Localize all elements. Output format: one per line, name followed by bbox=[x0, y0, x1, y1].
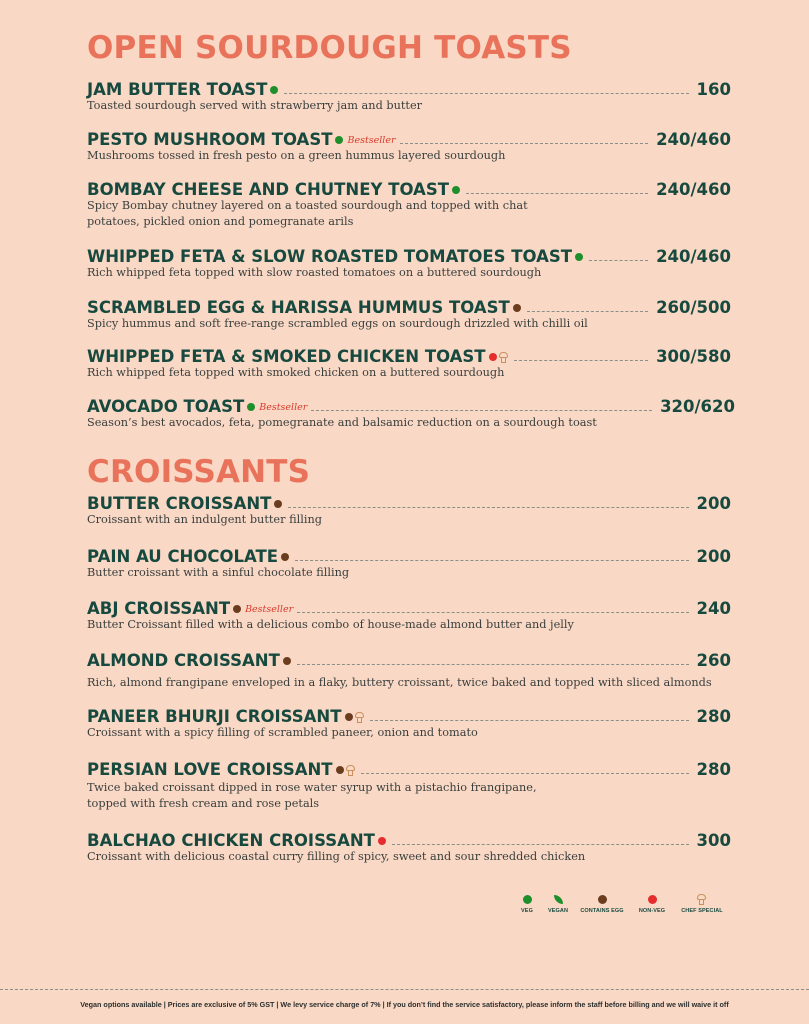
section-title-toasts: OPEN SOURDOUGH TOASTS bbox=[87, 30, 572, 66]
contains-egg-icon bbox=[336, 766, 344, 774]
dotted-leader bbox=[297, 664, 689, 665]
diet-markers bbox=[513, 304, 523, 312]
menu-item-price: 200 bbox=[696, 494, 731, 513]
chef-special-icon bbox=[346, 765, 355, 776]
menu-item-header bbox=[87, 547, 731, 567]
menu-item-header bbox=[87, 247, 731, 267]
menu-item-header bbox=[87, 80, 731, 100]
legend-label: NON-VEG bbox=[638, 908, 666, 914]
menu-item-description: Croissant with a spicy filling of scrambled paneer, onion and tomato bbox=[87, 726, 478, 739]
menu-item-name: ALMOND CROISSANT bbox=[87, 651, 280, 670]
diet-markers bbox=[575, 253, 585, 261]
non-veg-icon bbox=[378, 837, 386, 845]
legend-label: VEG bbox=[521, 908, 533, 914]
menu-item bbox=[87, 707, 731, 741]
chef-special-icon bbox=[499, 352, 508, 363]
veg-icon bbox=[335, 136, 343, 144]
diet-markers bbox=[378, 837, 388, 845]
veg-icon bbox=[452, 186, 460, 194]
menu-item-header bbox=[87, 298, 731, 318]
menu-item-price: 320/620 bbox=[660, 397, 735, 416]
menu-item bbox=[87, 599, 731, 633]
menu-item-name: WHIPPED FETA & SLOW ROASTED TOMATOES TOAST bbox=[87, 247, 573, 266]
diet-markers bbox=[336, 765, 357, 776]
bestseller-tag: Bestseller bbox=[259, 401, 308, 413]
menu-item-description: Twice baked croissant dipped in rose water syrup with a pistachio frangipane, topped with fresh cream and rose petals bbox=[87, 781, 537, 810]
menu-item-description: Spicy Bombay chutney layered on a toasted sourdough and topped with chat potatoes, pickled onion and pomegranate arils bbox=[87, 199, 528, 228]
diet-markers bbox=[489, 352, 510, 363]
menu-item-header bbox=[87, 180, 731, 200]
menu-item-description: Butter croissant with a sinful chocolate filling bbox=[87, 566, 350, 579]
menu-item-price: 280 bbox=[696, 760, 731, 779]
menu-item-header bbox=[87, 707, 731, 727]
menu-item-header bbox=[87, 651, 731, 671]
dotted-leader bbox=[400, 143, 649, 144]
dotted-leader bbox=[311, 410, 652, 411]
contains-egg-icon bbox=[513, 304, 521, 312]
menu-item-price: 300 bbox=[696, 831, 731, 850]
menu-item bbox=[87, 80, 731, 114]
menu-item bbox=[87, 494, 731, 528]
footer-note: Vegan options available | Prices are exclusive of 5% GST | We levy service charge of 7% | If you don’t find the service satisfactory, please inform the staff before billing and we will waive it off bbox=[80, 1000, 729, 1009]
menu-item-description: Rich whipped feta topped with slow roasted tomatoes on a buttered sourdough bbox=[87, 266, 542, 279]
veg-icon bbox=[247, 403, 255, 411]
menu-item-name: SCRAMBLED EGG & HARISSA HUMMUS TOAST bbox=[87, 298, 510, 317]
menu-item-description: Croissant with delicious coastal curry filling of spicy, sweet and sour shredded chicken bbox=[87, 850, 586, 863]
chef-special-icon bbox=[697, 894, 706, 905]
menu-item-price: 240/460 bbox=[656, 130, 731, 149]
menu-item-name: ABJ CROISSANT bbox=[87, 599, 231, 618]
contains-egg-icon bbox=[283, 657, 291, 665]
dotted-leader bbox=[514, 360, 649, 361]
diet-markers bbox=[345, 712, 366, 723]
menu-item-price: 160 bbox=[696, 80, 731, 99]
menu-item-price: 260 bbox=[696, 651, 731, 670]
contains-egg-icon bbox=[274, 500, 282, 508]
menu-item-name: PANEER BHURJI CROISSANT bbox=[87, 707, 342, 726]
diet-markers bbox=[281, 553, 291, 561]
dotted-leader bbox=[527, 311, 648, 312]
dotted-leader bbox=[297, 612, 688, 613]
menu-item-name: JAM BUTTER TOAST bbox=[87, 80, 268, 99]
menu-item-name: BALCHAO CHICKEN CROISSANT bbox=[87, 831, 375, 850]
menu-item-name: BUTTER CROISSANT bbox=[87, 494, 272, 513]
dotted-leader bbox=[284, 93, 688, 94]
menu-item-description: Mushrooms tossed in fresh pesto on a green hummus layered sourdough bbox=[87, 149, 506, 162]
menu-item bbox=[87, 760, 731, 812]
diet-markers bbox=[270, 86, 280, 94]
menu-item-description: Butter Croissant filled with a delicious combo of house-made almond butter and jelly bbox=[87, 618, 574, 631]
footer-divider bbox=[0, 989, 809, 990]
menu-item-name: PERSIAN LOVE CROISSANT bbox=[87, 760, 333, 779]
chef-special-icon bbox=[355, 712, 364, 723]
bestseller-tag: Bestseller bbox=[245, 603, 294, 615]
dotted-leader bbox=[466, 193, 648, 194]
dotted-leader bbox=[589, 260, 648, 261]
veg-icon bbox=[575, 253, 583, 261]
diet-markers bbox=[335, 136, 345, 144]
menu-item-price: 240/460 bbox=[656, 180, 731, 199]
menu-item bbox=[87, 651, 731, 691]
diet-markers bbox=[233, 605, 243, 613]
legend-label: VEGAN bbox=[547, 908, 569, 914]
menu-item-price: 240/460 bbox=[656, 247, 731, 266]
diet-markers bbox=[283, 657, 293, 665]
non-veg-icon bbox=[489, 353, 497, 361]
menu-item-price: 260/500 bbox=[656, 298, 731, 317]
veg-icon bbox=[270, 86, 278, 94]
legend-item-chef bbox=[672, 893, 732, 914]
menu-item bbox=[87, 397, 735, 431]
legend-label: CONTAINS EGG bbox=[580, 908, 624, 914]
dotted-leader bbox=[288, 507, 688, 508]
menu-item-header bbox=[87, 397, 735, 417]
diet-markers bbox=[274, 500, 284, 508]
menu-item bbox=[87, 180, 731, 230]
menu-item-header bbox=[87, 760, 731, 780]
menu-item-price: 300/580 bbox=[656, 347, 731, 366]
menu-item-description: Rich whipped feta topped with smoked chicken on a buttered sourdough bbox=[87, 366, 505, 379]
contains-egg-icon bbox=[598, 895, 607, 904]
menu-item-price: 280 bbox=[696, 707, 731, 726]
menu-item-description: Croissant with an indulgent butter filling bbox=[87, 513, 322, 526]
diet-markers bbox=[452, 186, 462, 194]
menu-item-header bbox=[87, 347, 731, 367]
dotted-leader bbox=[370, 720, 689, 721]
menu-item-description: Rich, almond frangipane enveloped in a flaky, buttery croissant, twice baked and topped with sliced almonds bbox=[87, 676, 712, 689]
menu-item-name: AVOCADO TOAST bbox=[87, 397, 245, 416]
legend-label: CHEF SPECIAL bbox=[681, 908, 723, 914]
vegan-leaf-icon bbox=[554, 895, 563, 904]
diet-markers bbox=[247, 403, 257, 411]
menu-item-name: WHIPPED FETA & SMOKED CHICKEN TOAST bbox=[87, 347, 486, 366]
menu-item bbox=[87, 298, 731, 332]
dotted-leader bbox=[361, 773, 689, 774]
non-veg-icon bbox=[648, 895, 657, 904]
menu-item-name: PAIN AU CHOCOLATE bbox=[87, 547, 279, 566]
menu-item-price: 240 bbox=[696, 599, 731, 618]
dotted-leader bbox=[295, 560, 688, 561]
dotted-leader bbox=[392, 844, 689, 845]
menu-item-header bbox=[87, 130, 731, 150]
menu-item-name: BOMBAY CHEESE AND CHUTNEY TOAST bbox=[87, 180, 449, 199]
menu-item-header bbox=[87, 831, 731, 851]
menu-item-header bbox=[87, 494, 731, 514]
menu-item bbox=[87, 547, 731, 581]
section-title-croissants: CROISSANTS bbox=[87, 454, 311, 490]
menu-item bbox=[87, 247, 731, 281]
menu-item-header bbox=[87, 599, 731, 619]
contains-egg-icon bbox=[233, 605, 241, 613]
contains-egg-icon bbox=[281, 553, 289, 561]
menu-item bbox=[87, 347, 731, 381]
menu-item-name: PESTO MUSHROOM TOAST bbox=[87, 130, 333, 149]
menu-item bbox=[87, 130, 731, 164]
menu-item bbox=[87, 831, 731, 865]
menu-item-description: Season’s best avocados, feta, pomegranate and balsamic reduction on a sourdough toast bbox=[87, 416, 597, 429]
menu-item-price: 200 bbox=[696, 547, 731, 566]
bestseller-tag: Bestseller bbox=[347, 134, 396, 146]
contains-egg-icon bbox=[345, 713, 353, 721]
menu-item-description: Spicy hummus and soft free-range scrambled eggs on sourdough drizzled with chilli oil bbox=[87, 317, 588, 330]
menu-item-description: Toasted sourdough served with strawberry jam and butter bbox=[87, 99, 423, 112]
